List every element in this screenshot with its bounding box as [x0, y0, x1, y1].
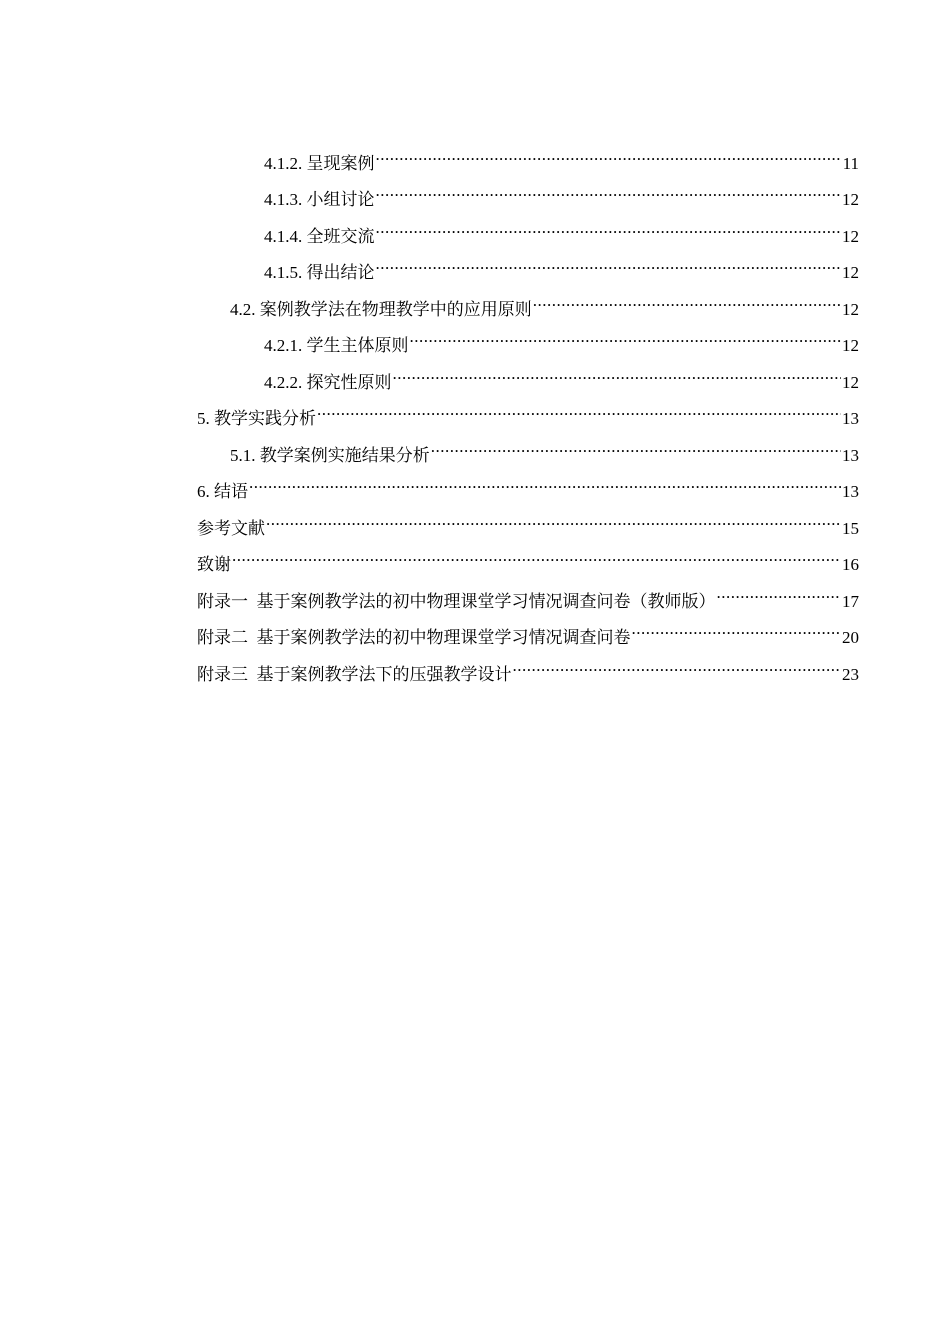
toc-leader-dots	[410, 315, 842, 352]
toc-entry-page: 13	[842, 409, 859, 428]
toc-entry-page: 13	[842, 445, 859, 465]
toc-entry-page: 13	[842, 482, 859, 501]
toc-entry-title: 6. 结语	[197, 482, 248, 501]
toc-leader-dots	[717, 570, 842, 607]
toc-entry-page: 12	[842, 299, 859, 319]
toc-entry-page: 17	[842, 591, 859, 611]
toc-leader-dots	[376, 242, 842, 279]
toc-entry-page: 15	[842, 518, 859, 538]
toc-entry-title: 附录二 基于案例教学法的初中物理课堂学习情况调查问卷	[197, 628, 631, 647]
toc-entry-page: 16	[842, 555, 859, 574]
toc-entry[interactable]	[197, 461, 859, 501]
toc-entry-title: 5. 教学实践分析	[197, 409, 316, 428]
toc-leader-dots	[513, 643, 842, 680]
toc-entry-title: 4.1.2. 呈现案例	[264, 153, 375, 173]
toc-entry-page: 12	[842, 263, 859, 282]
toc-entry-title: 4.1.3. 小组讨论	[264, 190, 375, 209]
table-of-contents	[197, 132, 859, 684]
toc-leader-dots	[317, 388, 841, 425]
toc-entry-title: 4.2. 案例教学法在物理教学中的应用原则	[230, 299, 532, 319]
toc-leader-dots	[266, 497, 841, 534]
toc-entry-page: 12	[842, 190, 859, 209]
toc-leader-dots	[232, 534, 841, 571]
toc-entry-title: 4.1.4. 全班交流	[264, 226, 375, 246]
toc-leader-dots	[393, 351, 842, 388]
toc-entry-page: 20	[842, 628, 859, 647]
toc-entry-title: 4.2.1. 学生主体原则	[264, 336, 409, 355]
toc-entry-title: 附录三 基于案例教学法下的压强教学设计	[197, 664, 512, 684]
toc-entry[interactable]	[197, 497, 859, 538]
toc-entry-title: 4.1.5. 得出结论	[264, 263, 375, 282]
toc-entry-title: 参考文献	[197, 518, 265, 538]
toc-entry-page: 12	[842, 336, 859, 355]
toc-entry[interactable]	[197, 132, 859, 173]
toc-entry-page: 23	[842, 664, 859, 684]
toc-leader-dots	[249, 461, 841, 498]
toc-leader-dots	[533, 278, 841, 315]
toc-entry-title: 5.1. 教学案例实施结果分析	[230, 445, 430, 465]
toc-entry-page: 11	[842, 153, 859, 173]
toc-entry[interactable]	[197, 570, 859, 611]
toc-entry-title: 致谢	[197, 555, 231, 574]
toc-entry-page: 12	[842, 372, 859, 392]
toc-entry[interactable]	[197, 534, 859, 574]
toc-leader-dots	[376, 169, 842, 206]
toc-leader-dots	[376, 132, 842, 169]
toc-leader-dots	[632, 607, 842, 644]
toc-leader-dots	[376, 205, 842, 242]
toc-entry-title: 4.2.2. 探究性原则	[264, 372, 392, 392]
toc-leader-dots	[431, 424, 841, 461]
toc-entry-title: 附录一 基于案例教学法的初中物理课堂学习情况调查问卷（教师版）	[197, 591, 716, 611]
toc-entry-page: 12	[842, 226, 859, 246]
